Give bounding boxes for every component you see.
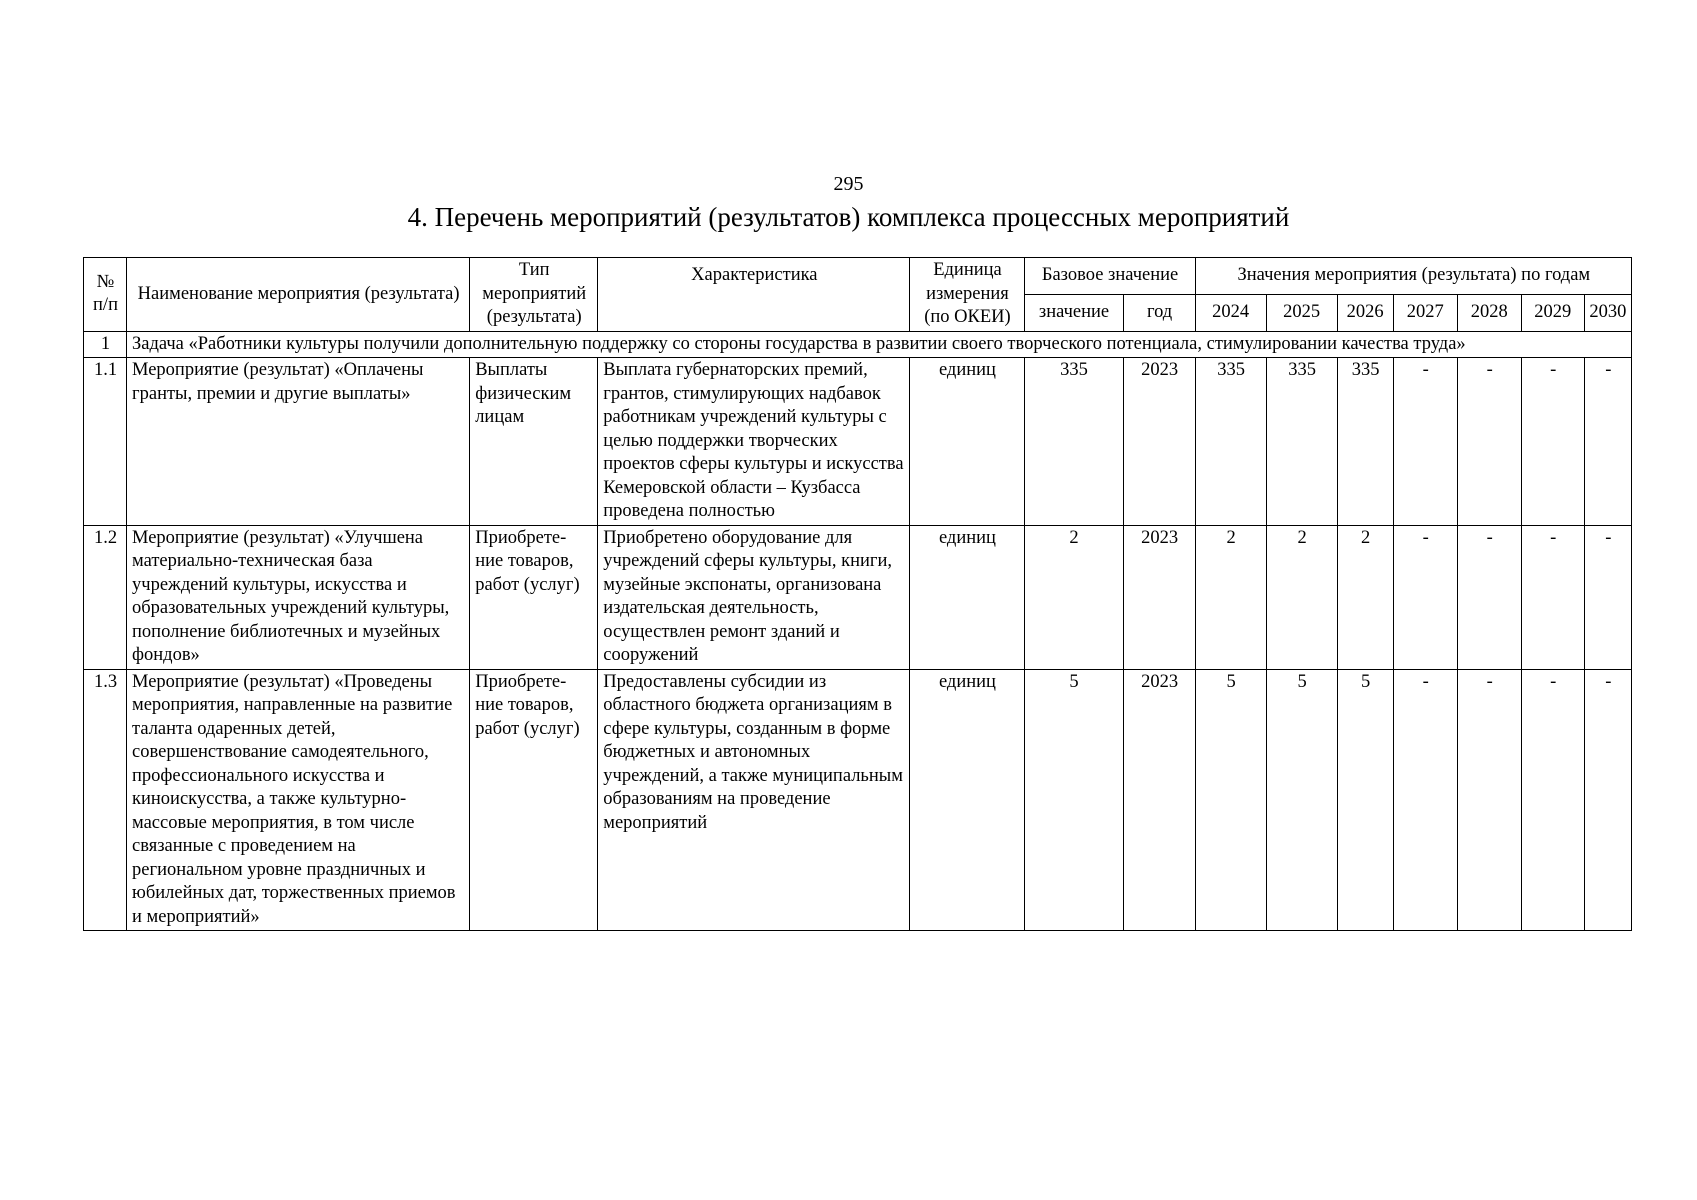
row-year-value: 2: [1337, 525, 1393, 669]
row-year-value: -: [1521, 669, 1584, 931]
table-row: [84, 358, 1632, 526]
row-year-value: 5: [1195, 669, 1266, 931]
row-num: 1.2: [84, 525, 127, 669]
row-type: Выплаты физическим лицам: [470, 358, 598, 526]
row-year-value: 335: [1266, 358, 1337, 526]
header-year: 2025: [1266, 294, 1337, 331]
row-year-value: -: [1457, 358, 1521, 526]
table-row: [84, 669, 1632, 931]
header-base-value: значение: [1024, 294, 1123, 331]
row-num: 1.1: [84, 358, 127, 526]
section-title: 4. Перечень мероприятий (результатов) комплекса процессных мероприятий: [407, 202, 1290, 232]
row-year-value: -: [1521, 525, 1584, 669]
row-year-value: 335: [1195, 358, 1266, 526]
row-type: Приобрете-ние товаров, работ (услуг): [470, 669, 598, 931]
header-year: 2028: [1457, 294, 1521, 331]
task-num: 1: [84, 331, 127, 358]
header-num: № п/п: [84, 258, 127, 332]
header-characteristic: Характеристика: [598, 258, 910, 332]
row-year-value: 2: [1195, 525, 1266, 669]
row-base-value: 5: [1024, 669, 1123, 931]
table-row: [84, 525, 1632, 669]
row-type: Приобрете-ние товаров, работ (услуг): [470, 525, 598, 669]
row-year-value: 335: [1337, 358, 1393, 526]
header-year: 2030: [1584, 294, 1631, 331]
row-base-year: 2023: [1123, 358, 1195, 526]
header-base-year: год: [1123, 294, 1195, 331]
row-characteristic: Предоставлены субсидии из областного бюджета организациям в сфере культуры, созданным в форме бюджетных и автономных учреждений, а также муниципальным образованиям на проведение мероприятий: [598, 669, 910, 931]
header-year: 2026: [1337, 294, 1393, 331]
page-number: 295: [833, 173, 864, 195]
row-unit: единиц: [910, 525, 1024, 669]
row-name: Мероприятие (результат) «Оплачены гранты, премии и другие выплаты»: [127, 358, 470, 526]
row-year-value: -: [1584, 669, 1631, 931]
row-base-year: 2023: [1123, 525, 1195, 669]
row-base-year: 2023: [1123, 669, 1195, 931]
header-base-group: Базовое значение: [1024, 258, 1195, 295]
header-years-group: Значения мероприятия (результата) по годам: [1195, 258, 1631, 295]
row-year-value: -: [1393, 358, 1457, 526]
row-year-value: -: [1393, 669, 1457, 931]
header-year: 2024: [1195, 294, 1266, 331]
row-year-value: -: [1521, 358, 1584, 526]
header-year: 2029: [1521, 294, 1584, 331]
row-year-value: -: [1457, 669, 1521, 931]
row-unit: единиц: [910, 669, 1024, 931]
task-row: [84, 331, 1632, 358]
row-name: Мероприятие (результат) «Улучшена материально-техническая база учреждений культуры, искусства и образовательных учреждений культуры, пополнение библиотечных и музейных фондов»: [127, 525, 470, 669]
task-text: Задача «Работники культуры получили дополнительную поддержку со стороны государства в развитии своего творческого потенциала, стимулировании качества труда»: [127, 331, 1632, 358]
row-base-value: 2: [1024, 525, 1123, 669]
row-year-value: -: [1584, 525, 1631, 669]
header-row-top: [84, 258, 1632, 295]
row-base-value: 335: [1024, 358, 1123, 526]
row-year-value: 5: [1266, 669, 1337, 931]
row-characteristic: Приобретено оборудование для учреждений сферы культуры, книги, музейные экспонаты, организована издательская деятельность, осуществлен ремонт зданий и сооружений: [598, 525, 910, 669]
row-year-value: -: [1457, 525, 1521, 669]
header-unit: Единица измерения (по ОКЕИ): [910, 258, 1024, 332]
measures-table: [83, 257, 1632, 931]
header-year: 2027: [1393, 294, 1457, 331]
row-year-value: -: [1393, 525, 1457, 669]
row-year-value: -: [1584, 358, 1631, 526]
row-year-value: 2: [1266, 525, 1337, 669]
header-name: Наименование мероприятия (результата): [127, 258, 470, 332]
row-num: 1.3: [84, 669, 127, 931]
header-type: Тип мероприятий (результата): [470, 258, 598, 332]
row-characteristic: Выплата губернаторских премий, грантов, стимулирующих надбавок работникам учреждений культуры с целью поддержки творческих проектов сферы культуры и искусства Кемеровской области – Кузбасса проведена полностью: [598, 358, 910, 526]
row-name: Мероприятие (результат) «Проведены мероприятия, направленные на развитие таланта одаренных детей, совершенствование самодеятельного, профессионального искусства и киноискусства, а также культурно-массовые мероприятия, в том числе связанные с проведением на региональном уровне праздничных и юбилейных дат, торжественных приемов и мероприятий»: [127, 669, 470, 931]
row-year-value: 5: [1337, 669, 1393, 931]
row-unit: единиц: [910, 358, 1024, 526]
